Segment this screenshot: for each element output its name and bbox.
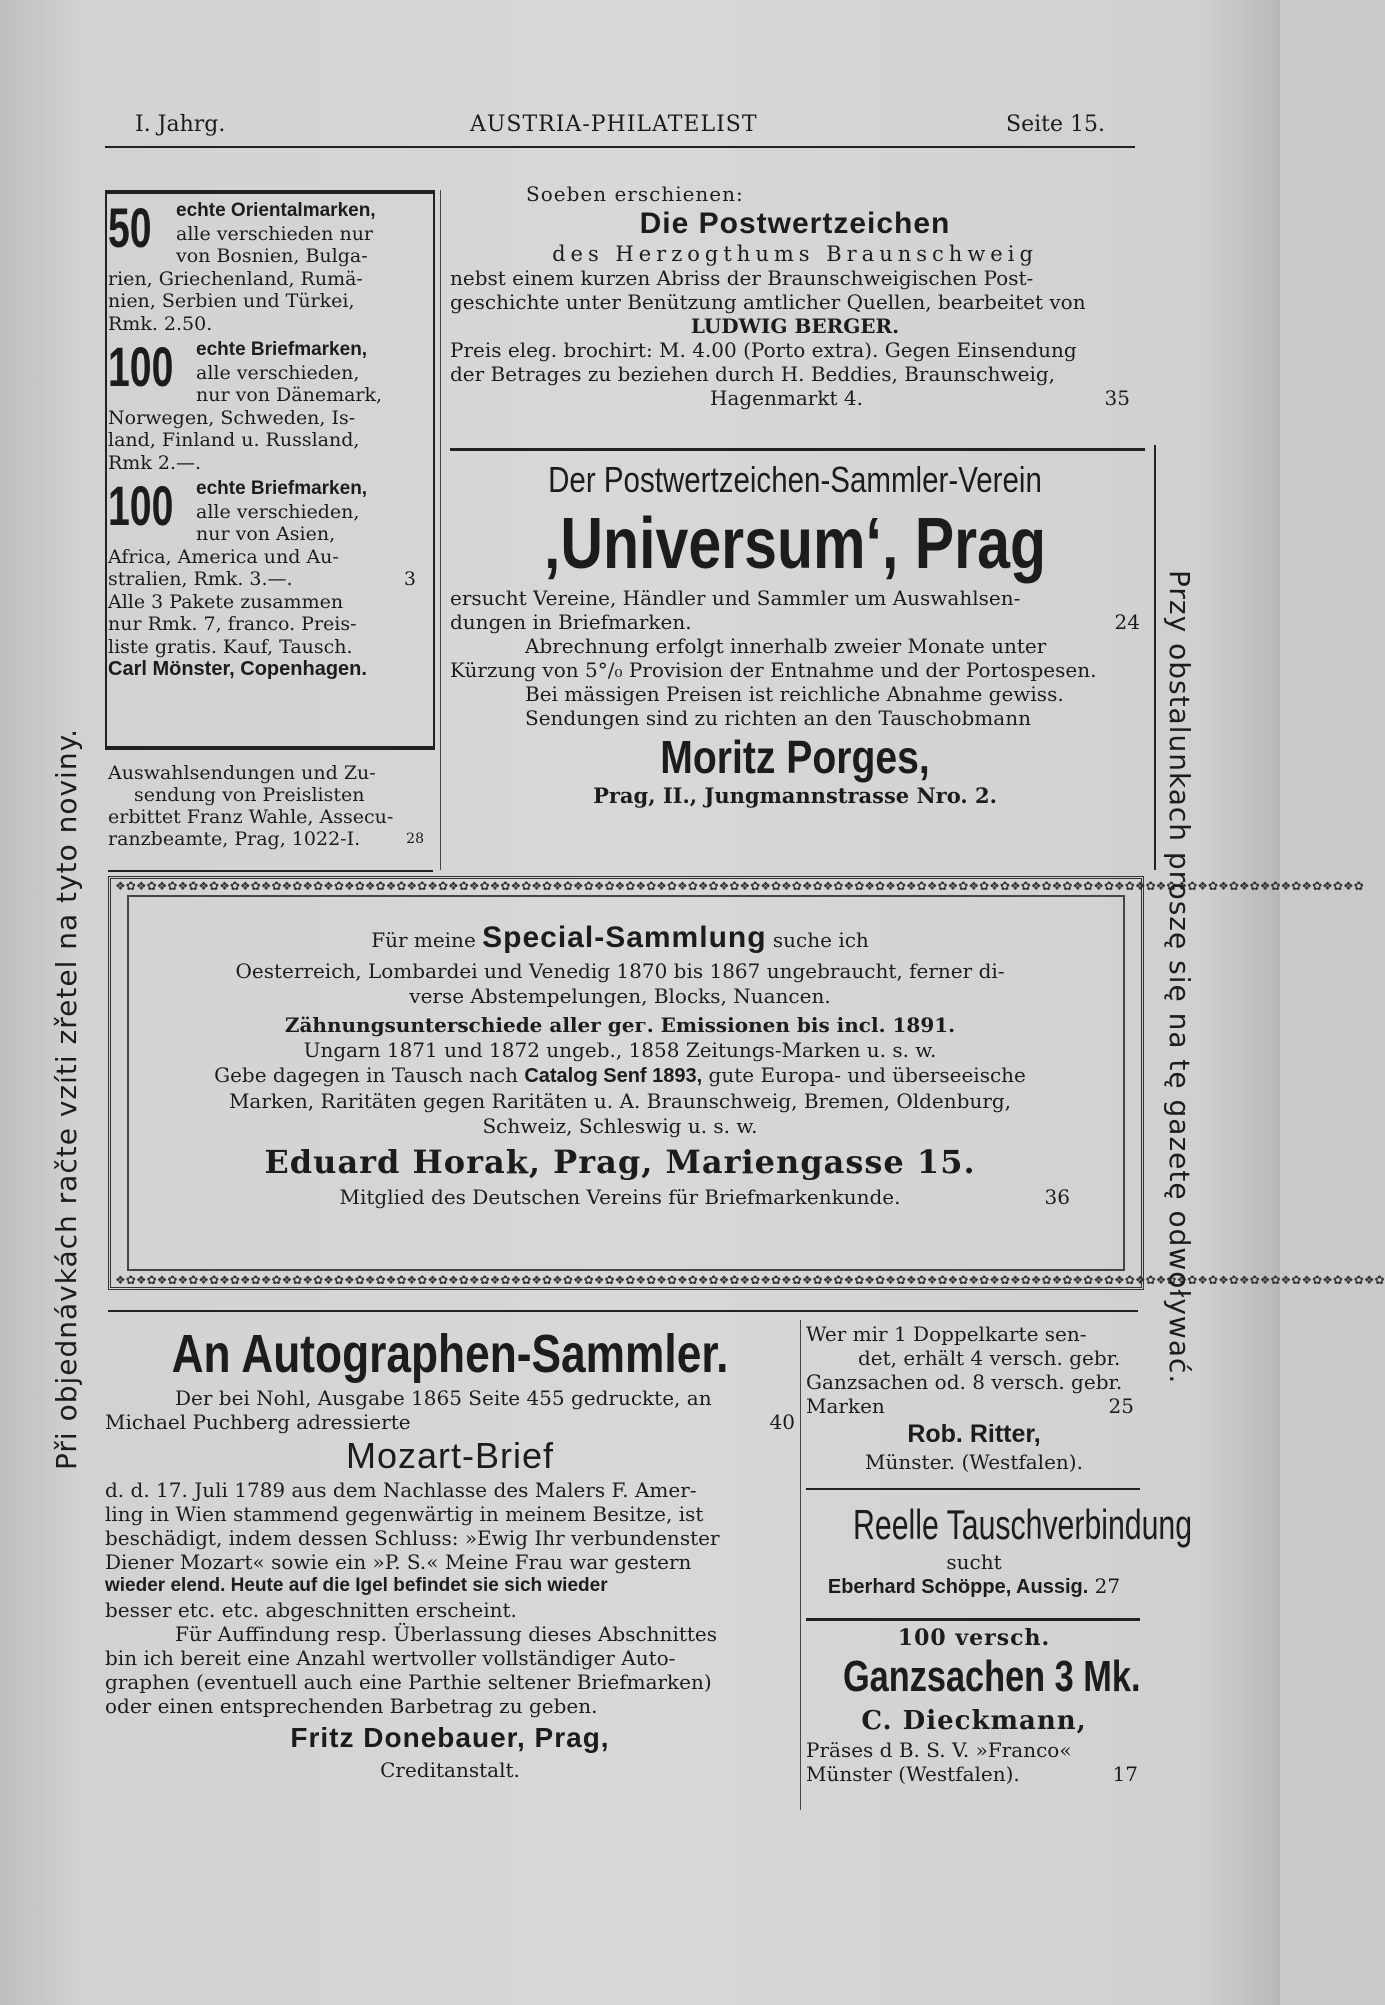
ad-line: ersucht Vereine, Händler und Sammler um Auswahlsen-: [450, 586, 1021, 610]
ad-line: [806, 1762, 1142, 1786]
side-note-czech: Při objednávkách račte vzíti zřetel na tyto noviny.: [50, 727, 83, 1470]
schoeppe-ad: [806, 1500, 1193, 1599]
ad-line: Zähnungsunterschiede aller gег. Emissionen bis incl. 1891.: [284, 1013, 956, 1037]
ad-line: [806, 1574, 1142, 1599]
universum-ad: [450, 458, 1140, 808]
ad-headline: Ganzsachen 3 Mk.: [842, 1652, 1141, 1701]
advertiser-name: C. Dieckmann,: [861, 1706, 1087, 1736]
ad-number: 36: [1044, 1185, 1070, 1209]
rule: [450, 448, 1145, 451]
ad-line: Marken 25: [806, 1394, 1134, 1418]
advertiser-name: Eduard Horak, Prag, Mariengasse 15.: [264, 1143, 976, 1181]
ad-line: ling in Wien stammend gegenwärtig in meinem Besitze, ist: [105, 1502, 704, 1526]
ad-line: wieder elend. Heute auf die Igel befindet sie sich wieder: [105, 1575, 608, 1596]
ad-border: [1154, 445, 1156, 870]
wahle-ad: [108, 762, 430, 850]
ad-line: Präses d B. S. V. »Franco«: [806, 1738, 1072, 1762]
rule: [108, 1310, 1138, 1312]
advertiser-name: Rob. Ritter,: [907, 1420, 1041, 1448]
autograph-ad: [105, 1322, 795, 1782]
ornament-border: ❖✿❖✿❖✿❖✿❖✿❖✿❖✿❖✿❖✿❖✿❖✿❖✿❖✿❖✿❖✿❖✿❖✿❖✿❖✿❖✿❖✿❖✿❖✿❖✿❖✿❖✿❖✿❖✿❖✿❖✿❖✿❖✿❖✿❖✿❖✿❖✿❖✿❖✿❖✿❖✿❖✿❖✿❖✿❖✿❖✿❖✿❖✿❖✿❖✿❖✿❖✿❖✿❖✿❖✿❖✿❖✿❖✿❖✿❖✿❖✿: [115, 879, 1364, 893]
ad-headline: Reelle Tauschverbindung: [853, 1501, 1193, 1548]
ad-line: [450, 386, 1140, 410]
ad-line: Bei mässigen Preisen ist reichliche Abnahme gewiss.: [525, 682, 1064, 706]
offer-line: alle verschieden nur: [176, 222, 374, 245]
ad-line: Wer mir 1 Doppelkarte sen-: [806, 1322, 1087, 1346]
offer-line: echte Orientalmarken,: [176, 200, 376, 221]
rule: [108, 870, 433, 872]
ad-line: oder einen entsprechenden Barbetrag zu geben.: [105, 1694, 598, 1718]
offer-line: Rmk 2.—.: [108, 451, 202, 474]
column-divider: [800, 1320, 801, 1810]
page-header: [105, 108, 1105, 144]
offer-number: 50: [108, 196, 152, 259]
ad-line: geschichte unter Benützung amtlicher Quellen, bearbeitet von: [450, 290, 1086, 314]
offer-line: von Bosnien, Bulga-: [176, 245, 368, 267]
offer-line: echte Briefmarken,: [196, 478, 368, 499]
ad-number: 24: [1114, 610, 1140, 634]
ad-line: nebst einem kurzen Abriss der Braunschweigischen Post-: [450, 266, 1034, 290]
volume-label: I. Jahrg.: [135, 112, 226, 137]
ad-line: d. d. 17. Juli 1789 aus dem Nachlasse des Malers F. Amer-: [105, 1478, 697, 1502]
ad-line: Der bei Nohl, Ausgabe 1865 Seite 455 gedruckte, an: [175, 1386, 712, 1410]
contact-name: Moritz Porges,: [660, 731, 930, 783]
offer-scandinavia: [108, 335, 426, 407]
ad-line: Michael Puchberg adressierte 40: [105, 1410, 795, 1434]
moenster-ad: [108, 196, 426, 681]
publication-title: AUSTRIA-PHILATELIST: [470, 112, 758, 137]
offer-line: alle verschieden,: [196, 361, 360, 384]
offer-line: Rmk. 2.50.: [108, 312, 213, 335]
ad-number: 17: [1112, 1762, 1138, 1786]
offer-number: 100: [108, 335, 174, 398]
offer-orient: [108, 196, 426, 268]
offer-line: Africa, America und Au-: [108, 545, 339, 568]
ad-number: 3: [403, 568, 416, 590]
ad-headline: An Autographen-Sammler.: [171, 1324, 729, 1384]
ad-line: Kürzung von 5°/₀ Provision der Entnahme und der Portospesen.: [450, 658, 1097, 682]
ad-address: Hagenmarkt 4.: [710, 386, 863, 410]
ad-line: Abrechnung erfolgt innerhalb zweier Monate unter: [525, 634, 1047, 658]
offer-line: land, Finland u. Russland,: [108, 429, 360, 451]
column-divider: [440, 190, 441, 870]
ritter-ad: [806, 1322, 1142, 1474]
ad-line: erbittet Franz Wahle, Assecu-: [108, 806, 394, 828]
offer-line: nien, Serbien und Türkei,: [108, 290, 355, 312]
contact-address: Prag, II., Jungmannstrasse Nro. 2.: [593, 783, 997, 808]
ad-line: det, erhält 4 versch. gebr.: [858, 1346, 1121, 1370]
ad-line: Oesterreich, Lombardei und Venedig 1870 bis 1867 ungebraucht, ferner di-: [235, 959, 1005, 983]
dieckmann-ad: [806, 1626, 1142, 1786]
page-number: Seite 15.: [1006, 112, 1105, 137]
postwertzeichen-ad: [450, 182, 1140, 410]
ad-number: 35: [1104, 386, 1130, 410]
ad-line: der Betrages zu beziehen durch H. Beddies, Braunschweig,: [450, 362, 1055, 386]
book-subtitle: des Herzogthums Braunschweig: [552, 242, 1038, 266]
ad-line: besser etc. etc. abgeschnitten erscheint.: [105, 1598, 517, 1622]
ad-number: 28: [406, 831, 424, 847]
ad-line: sucht: [946, 1550, 1002, 1574]
ad-line: Sendungen sind zu richten an den Tauschobmann: [525, 706, 1031, 730]
ad-number: 25: [1108, 1394, 1134, 1418]
ad-line: dungen in Briefmarken. 24: [450, 610, 1140, 634]
ad-line: verse Abstempelungen, Blocks, Nuancen.: [409, 984, 831, 1008]
offer-line: nur von Dänemark,: [196, 384, 383, 406]
club-name: ‚Universum‘, Prag: [543, 504, 1047, 584]
ad-line: graphen (eventuell auch eine Parthie seltener Briefmarken): [105, 1670, 712, 1694]
ad-line: bin ich bereit eine Anzahl wertvoller vollständiger Auto-: [105, 1646, 676, 1670]
offer-line: nur von Asien,: [196, 523, 336, 545]
horak-ad: [150, 921, 1090, 1210]
offer-line: stralien, Rmk. 3.—. 3: [108, 568, 416, 590]
ad-line: sendung von Preislisten: [134, 784, 365, 806]
ad-number: 40: [769, 1410, 795, 1434]
offer-line: Norwegen, Schweden, Is-: [108, 406, 356, 429]
book-title: Die Postwertzeichen: [639, 207, 951, 240]
offer-line: alle verschieden,: [196, 500, 360, 523]
ad-line: Für Auffindung resp. Überlassung dieses Abschnittes: [175, 1622, 718, 1646]
offer-line: Alle 3 Pakete zusammen: [108, 590, 344, 613]
ad-line: Preis eleg. brochirt: M. 4.00 (Porto extra). Gegen Einsendung: [450, 338, 1077, 362]
ad-line: Mitglied des Deutschen Vereins für Briefmarkenkunde. 36: [339, 1185, 1070, 1209]
ornament-border: ❖✿❖✿❖✿❖✿❖✿❖✿❖✿❖✿❖✿❖✿❖✿❖✿❖✿❖✿❖✿❖✿❖✿❖✿❖✿❖✿❖✿❖✿❖✿❖✿❖✿❖✿❖✿❖✿❖✿❖✿❖✿❖✿❖✿❖✿❖✿❖✿❖✿❖✿❖✿❖✿❖✿❖✿❖✿❖✿❖✿❖✿❖✿❖✿❖✿❖✿❖✿❖✿❖✿❖✿❖✿❖✿❖✿❖✿❖✿❖✿❖✿: [115, 1273, 1385, 1287]
ad-line: Ungarn 1871 und 1872 ungeb., 1858 Zeitungs-Marken u. s. w.: [303, 1038, 937, 1062]
ad-line: 100 versch.: [897, 1625, 1051, 1651]
ad-subtitle: Mozart-Brief: [345, 1435, 555, 1476]
advertiser-name: Fritz Donebauer, Prag,: [290, 1722, 610, 1753]
ad-line: Schweiz, Schleswig u. s. w.: [482, 1114, 758, 1138]
ad-line: Auswahlsendungen und Zu-: [108, 762, 376, 784]
ad-line: ranzbeamte, Prag, 1022-I. 28: [108, 828, 424, 850]
offer-line: rien, Griechenland, Rumä-: [108, 267, 363, 290]
advertiser-address: Creditanstalt.: [380, 1758, 520, 1782]
ad-headline: Special-Sammlung: [482, 921, 767, 954]
rule: [806, 1618, 1140, 1621]
advertiser-name: Eberhard Schöppe, Aussig.: [827, 1576, 1089, 1598]
offer-line: echte Briefmarken,: [196, 339, 368, 360]
ad-line: Ganzsachen od. 8 versch. gebr.: [806, 1370, 1123, 1394]
book-author: LUDWIG BERGER.: [690, 314, 900, 338]
side-note-polish: Przy obstalunkach proszę się na tę gazetę odwoływać.: [1163, 570, 1196, 1385]
ad-line: Diener Mozart« sowie ein »P. S.« Meine Frau war gestern: [105, 1550, 692, 1574]
ad-line: Marken, Raritäten gegen Raritäten u. A. Braunschweig, Bremen, Oldenburg,: [228, 1089, 1012, 1113]
offer-number: 100: [108, 474, 174, 537]
advertiser-name: Carl Mönster, Copenhagen.: [108, 658, 367, 680]
advertiser-address: Münster (Westfalen).: [806, 1762, 1020, 1786]
offer-line: nur Rmk. 7, franco. Preis-: [108, 613, 357, 635]
advertiser-address: Münster. (Westfalen).: [865, 1450, 1083, 1474]
club-title: Der Postwertzeichen-Sammler-Verein: [548, 459, 1042, 500]
offer-line: liste gratis. Kauf, Tausch.: [108, 635, 353, 658]
rule: [806, 1488, 1140, 1490]
offer-overseas: [108, 474, 426, 546]
ad-line: beschädigt, indem dessen Schluss: »Ewig Ihr verbundenster: [105, 1526, 720, 1550]
ad-number: 27: [1094, 1574, 1121, 1598]
ad-line: Gebe dagegen in Tausch nach Catalog Senf 1893, gute Europa- und überseeische: [214, 1063, 1026, 1087]
ad-line: Für meine Special-Sammlung suche ich: [371, 921, 869, 954]
ad-intro: Soeben erschienen:: [526, 182, 744, 206]
header-rule: [105, 146, 1135, 148]
